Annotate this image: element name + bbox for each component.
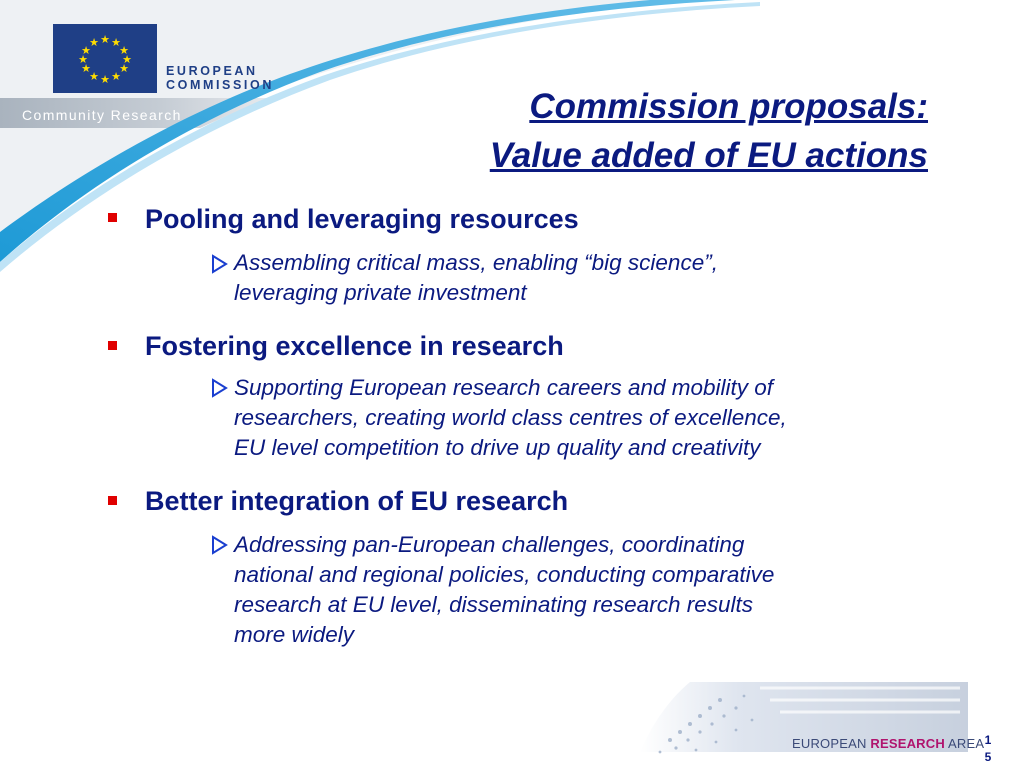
era-highlight: RESEARCH	[870, 736, 945, 751]
svg-text:★: ★	[119, 62, 129, 75]
section-heading: Fostering excellence in research	[145, 331, 564, 361]
section-detail: Assembling critical mass, enabling “big science”, leveraging private investment	[234, 250, 718, 305]
section-heading: Pooling and leveraging resources	[145, 204, 579, 234]
svg-text:★: ★	[100, 33, 110, 46]
logo-line-1: EUROPEAN	[166, 64, 258, 78]
svg-text:★: ★	[81, 44, 91, 57]
era-label	[792, 736, 984, 751]
svg-text:★: ★	[81, 62, 91, 75]
square-bullet-icon	[108, 341, 120, 350]
section-detail: Supporting European research careers and mobility of researchers, creating world class centres of excellence, EU level competition to drive up quality and creativity	[234, 375, 787, 460]
square-bullet-icon	[108, 496, 120, 505]
svg-text:★: ★	[111, 36, 121, 49]
logo-line-2: COMMISSION	[166, 78, 274, 92]
square-bullet-icon	[108, 213, 120, 222]
section-detail: Addressing pan-European challenges, coordinating national and regional policies, conducting comparative research at EU level, disseminating research results more widely	[234, 532, 775, 647]
svg-text:★: ★	[122, 53, 132, 66]
title-line-1: Commission proposals:	[529, 87, 928, 126]
page-digit-2: 5	[984, 750, 992, 764]
svg-text:★: ★	[111, 70, 121, 83]
page-number	[982, 732, 994, 766]
era-suffix: AREA	[944, 736, 985, 751]
svg-text:★: ★	[119, 44, 129, 57]
svg-text:★: ★	[89, 70, 99, 83]
svg-text:★: ★	[100, 73, 110, 86]
era-prefix: EUROPEAN	[792, 736, 871, 751]
svg-text:★: ★	[89, 36, 99, 49]
section-heading: Better integration of EU research	[145, 486, 569, 516]
title-line-2: Value added of EU actions	[489, 136, 928, 175]
community-research-label: Community Research	[22, 107, 182, 123]
page-digit-1: 1	[984, 733, 992, 747]
svg-text:★: ★	[78, 53, 88, 66]
